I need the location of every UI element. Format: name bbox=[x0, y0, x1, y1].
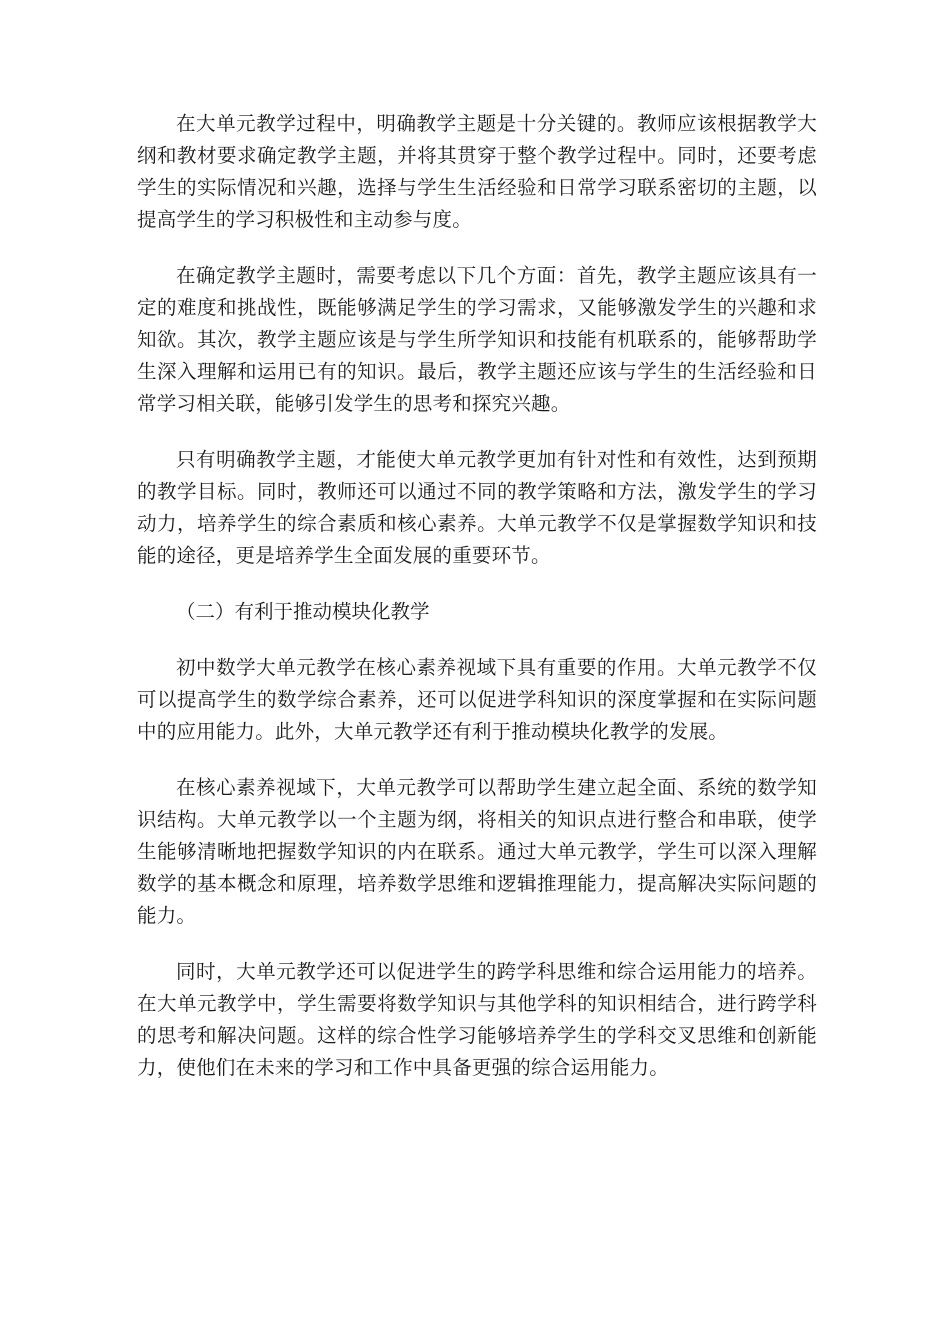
section-paragraph-3: 同时，大单元教学还可以促进学生的跨学科思维和综合运用能力的培养。在大单元教学中，学生需要将数学知识与其他学科的知识相结合，进行跨学科的思考和解决问题。这样的综合性学习能够培养学生的学科交叉思维和创新能力，使他们在未来的学习和工作中具备更强的综合运用能力。 bbox=[137, 960, 817, 1079]
document-page bbox=[137, 108, 817, 1084]
section-paragraph-2: 在核心素养视域下，大单元教学可以帮助学生建立起全面、系统的数学知识结构。大单元教学以一个主题为纲，将相关的知识点进行整合和串联，使学生能够清晰地把握数学知识的内在联系。通过大单元教学，学生可以深入理解数学的基本概念和原理，培养数学思维和逻辑推理能力，提高解决实际问题的能力。 bbox=[137, 776, 817, 927]
section-paragraph-1: 初中数学大单元教学在核心素养视域下具有重要的作用。大单元教学不仅可以提高学生的数学综合素养，还可以促进学科知识的深度掌握和在实际问题中的应用能力。此外，大单元教学还有利于推动模块化教学的发展。 bbox=[137, 656, 817, 743]
section-heading: （二）有利于推动模块化教学 bbox=[176, 600, 430, 623]
paragraph-3: 只有明确教学主题，才能使大单元教学更加有针对性和有效性，达到预期的教学目标。同时，教师还可以通过不同的教学策略和方法，激发学生的学习动力，培养学生的综合素质和核心素养。大单元教学不仅是掌握数学知识和技能的途径，更是培养学生全面发展的重要环节。 bbox=[137, 448, 817, 567]
paragraph-2: 在确定教学主题时，需要考虑以下几个方面：首先，教学主题应该具有一定的难度和挑战性，既能够满足学生的学习需求，又能够激发学生的兴趣和求知欲。其次，教学主题应该是与学生所学知识和技能有机联系的，能够帮助学生深入理解和运用已有的知识。最后，教学主题还应该与学生的生活经验和日常学习相关联，能够引发学生的思考和探究兴趣。 bbox=[137, 264, 817, 415]
paragraph-1: 在大单元教学过程中，明确教学主题是十分关键的。教师应该根据教学大纲和教材要求确定教学主题，并将其贯穿于整个教学过程中。同时，还要考虑学生的实际情况和兴趣，选择与学生生活经验和日常学习联系密切的主题，以提高学生的学习积极性和主动参与度。 bbox=[137, 112, 817, 231]
